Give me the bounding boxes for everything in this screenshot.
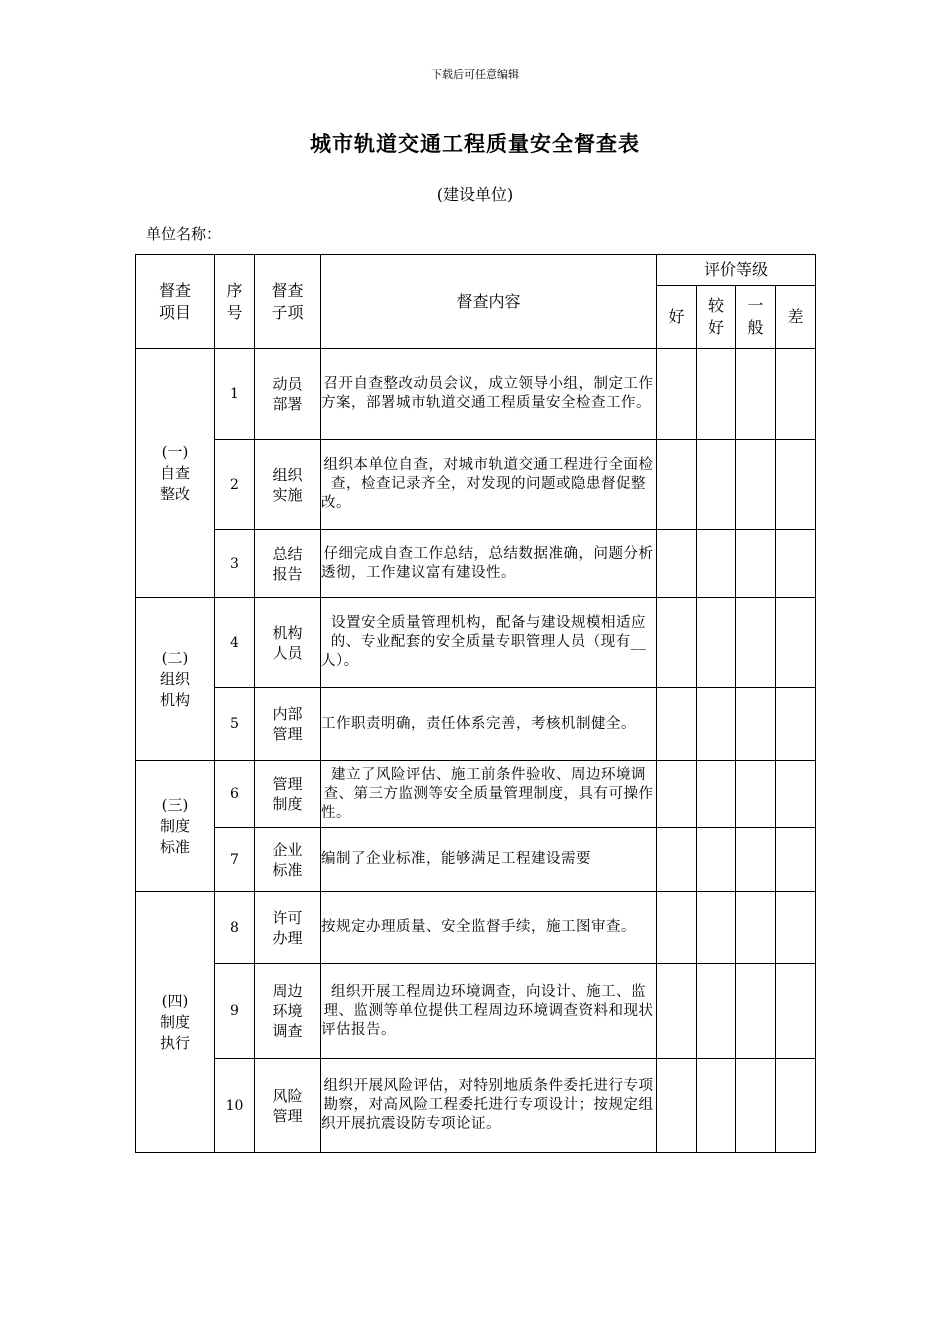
row-content: 编制了企业标准，能够满足工程建设需要 bbox=[321, 828, 657, 892]
row-content: 工作职责明确，责任体系完善，考核机制健全。 bbox=[321, 688, 657, 761]
rating-cell-average[interactable] bbox=[736, 892, 776, 964]
row-content: 按规定办理质量、安全监督手续，施工图审查。 bbox=[321, 892, 657, 964]
row-content: 设置安全质量管理机构，配备与建设规模相适应的、专业配套的安全质量专职管理人员（现有__人）。 bbox=[321, 598, 657, 688]
header-rating-fairly-good: 较 好 bbox=[697, 286, 736, 349]
table-row bbox=[136, 349, 816, 440]
rating-cell-poor[interactable] bbox=[776, 349, 816, 440]
rating-cell-average[interactable] bbox=[736, 440, 776, 530]
row-seq: 1 bbox=[215, 349, 255, 440]
rating-cell-average[interactable] bbox=[736, 964, 776, 1059]
group-label: (三) 制度 标准 bbox=[136, 761, 215, 892]
rating-cell-average[interactable] bbox=[736, 761, 776, 828]
row-content: 建立了风险评估、施工前条件验收、周边环境调查、第三方监测等安全质量管理制度，具有可操作性。 bbox=[321, 761, 657, 828]
row-content: 组织开展风险评估，对特别地质条件委托进行专项勘察，对高风险工程委托进行专项设计；按规定组织开展抗震设防专项论证。 bbox=[321, 1059, 657, 1153]
table-row bbox=[136, 828, 816, 892]
row-content: 组织本单位自查，对城市轨道交通工程进行全面检查，检查记录齐全，对发现的问题或隐患督促整改。 bbox=[321, 440, 657, 530]
header-seq: 序 号 bbox=[215, 255, 255, 349]
rating-cell-poor[interactable] bbox=[776, 688, 816, 761]
rating-cell-poor[interactable] bbox=[776, 440, 816, 530]
table-row bbox=[136, 892, 816, 964]
download-note: 下载后可任意编辑 bbox=[431, 68, 519, 81]
row-seq: 3 bbox=[215, 530, 255, 598]
table-row bbox=[136, 440, 816, 530]
row-subitem: 组织 实施 bbox=[255, 440, 321, 530]
rating-cell-fairly-good[interactable] bbox=[697, 892, 736, 964]
rating-cell-good[interactable] bbox=[657, 964, 697, 1059]
header-item: 督查 项目 bbox=[136, 255, 215, 349]
inspection-table bbox=[135, 254, 816, 1153]
row-subitem: 企业 标准 bbox=[255, 828, 321, 892]
row-subitem: 内部 管理 bbox=[255, 688, 321, 761]
row-subitem: 总结 报告 bbox=[255, 530, 321, 598]
rating-cell-good[interactable] bbox=[657, 1059, 697, 1153]
rating-cell-fairly-good[interactable] bbox=[697, 530, 736, 598]
row-seq: 8 bbox=[215, 892, 255, 964]
rating-cell-good[interactable] bbox=[657, 440, 697, 530]
rating-cell-poor[interactable] bbox=[776, 892, 816, 964]
unit-name-label: 单位名称： bbox=[146, 225, 222, 243]
rating-cell-poor[interactable] bbox=[776, 964, 816, 1059]
header-rating-group: 评价等级 bbox=[657, 255, 816, 286]
rating-cell-poor[interactable] bbox=[776, 828, 816, 892]
row-seq: 7 bbox=[215, 828, 255, 892]
rating-cell-average[interactable] bbox=[736, 828, 776, 892]
rating-cell-fairly-good[interactable] bbox=[697, 688, 736, 761]
row-seq: 2 bbox=[215, 440, 255, 530]
rating-cell-average[interactable] bbox=[736, 530, 776, 598]
header-rating-good: 好 bbox=[657, 286, 697, 349]
table-row bbox=[136, 530, 816, 598]
rating-cell-good[interactable] bbox=[657, 761, 697, 828]
group-label: (四) 制度 执行 bbox=[136, 892, 215, 1153]
rating-cell-average[interactable] bbox=[736, 1059, 776, 1153]
rating-cell-good[interactable] bbox=[657, 688, 697, 761]
page-subtitle: (建设单位) bbox=[436, 185, 514, 204]
rating-cell-poor[interactable] bbox=[776, 530, 816, 598]
rating-cell-good[interactable] bbox=[657, 349, 697, 440]
rating-cell-fairly-good[interactable] bbox=[697, 828, 736, 892]
row-subitem: 管理 制度 bbox=[255, 761, 321, 828]
table-row bbox=[136, 598, 816, 688]
table-row bbox=[136, 964, 816, 1059]
rating-cell-fairly-good[interactable] bbox=[697, 964, 736, 1059]
rating-cell-good[interactable] bbox=[657, 828, 697, 892]
rating-cell-average[interactable] bbox=[736, 688, 776, 761]
row-content: 召开自查整改动员会议，成立领导小组，制定工作方案，部署城市轨道交通工程质量安全检查工作。 bbox=[321, 349, 657, 440]
row-subitem: 许可 办理 bbox=[255, 892, 321, 964]
header-rating-poor: 差 bbox=[776, 286, 816, 349]
row-seq: 9 bbox=[215, 964, 255, 1059]
header-content: 督查内容 bbox=[321, 255, 657, 349]
page-title: 城市轨道交通工程质量安全督查表 bbox=[310, 132, 640, 156]
header-rating-average: 一 般 bbox=[736, 286, 776, 349]
row-subitem: 动员 部署 bbox=[255, 349, 321, 440]
table-row bbox=[136, 761, 816, 828]
rating-cell-poor[interactable] bbox=[776, 761, 816, 828]
row-seq: 10 bbox=[215, 1059, 255, 1153]
rating-cell-fairly-good[interactable] bbox=[697, 440, 736, 530]
row-subitem: 机构 人员 bbox=[255, 598, 321, 688]
group-label: (二) 组织 机构 bbox=[136, 598, 215, 761]
row-seq: 4 bbox=[215, 598, 255, 688]
rating-cell-poor[interactable] bbox=[776, 598, 816, 688]
rating-cell-average[interactable] bbox=[736, 598, 776, 688]
rating-cell-fairly-good[interactable] bbox=[697, 349, 736, 440]
group-label: (一) 自查 整改 bbox=[136, 349, 215, 598]
rating-cell-poor[interactable] bbox=[776, 1059, 816, 1153]
rating-cell-good[interactable] bbox=[657, 892, 697, 964]
rating-cell-fairly-good[interactable] bbox=[697, 1059, 736, 1153]
rating-cell-good[interactable] bbox=[657, 598, 697, 688]
table-row bbox=[136, 688, 816, 761]
header-subitem: 督查 子项 bbox=[255, 255, 321, 349]
rating-cell-average[interactable] bbox=[736, 349, 776, 440]
row-content: 仔细完成自查工作总结，总结数据准确，问题分析透彻，工作建议富有建设性。 bbox=[321, 530, 657, 598]
table-row bbox=[136, 1059, 816, 1153]
rating-cell-good[interactable] bbox=[657, 530, 697, 598]
row-subitem: 风险 管理 bbox=[255, 1059, 321, 1153]
rating-cell-fairly-good[interactable] bbox=[697, 761, 736, 828]
row-seq: 5 bbox=[215, 688, 255, 761]
row-content: 组织开展工程周边环境调查，向设计、施工、监理、监测等单位提供工程周边环境调查资料和现状评估报告。 bbox=[321, 964, 657, 1059]
row-subitem: 周边 环境 调查 bbox=[255, 964, 321, 1059]
row-seq: 6 bbox=[215, 761, 255, 828]
rating-cell-fairly-good[interactable] bbox=[697, 598, 736, 688]
